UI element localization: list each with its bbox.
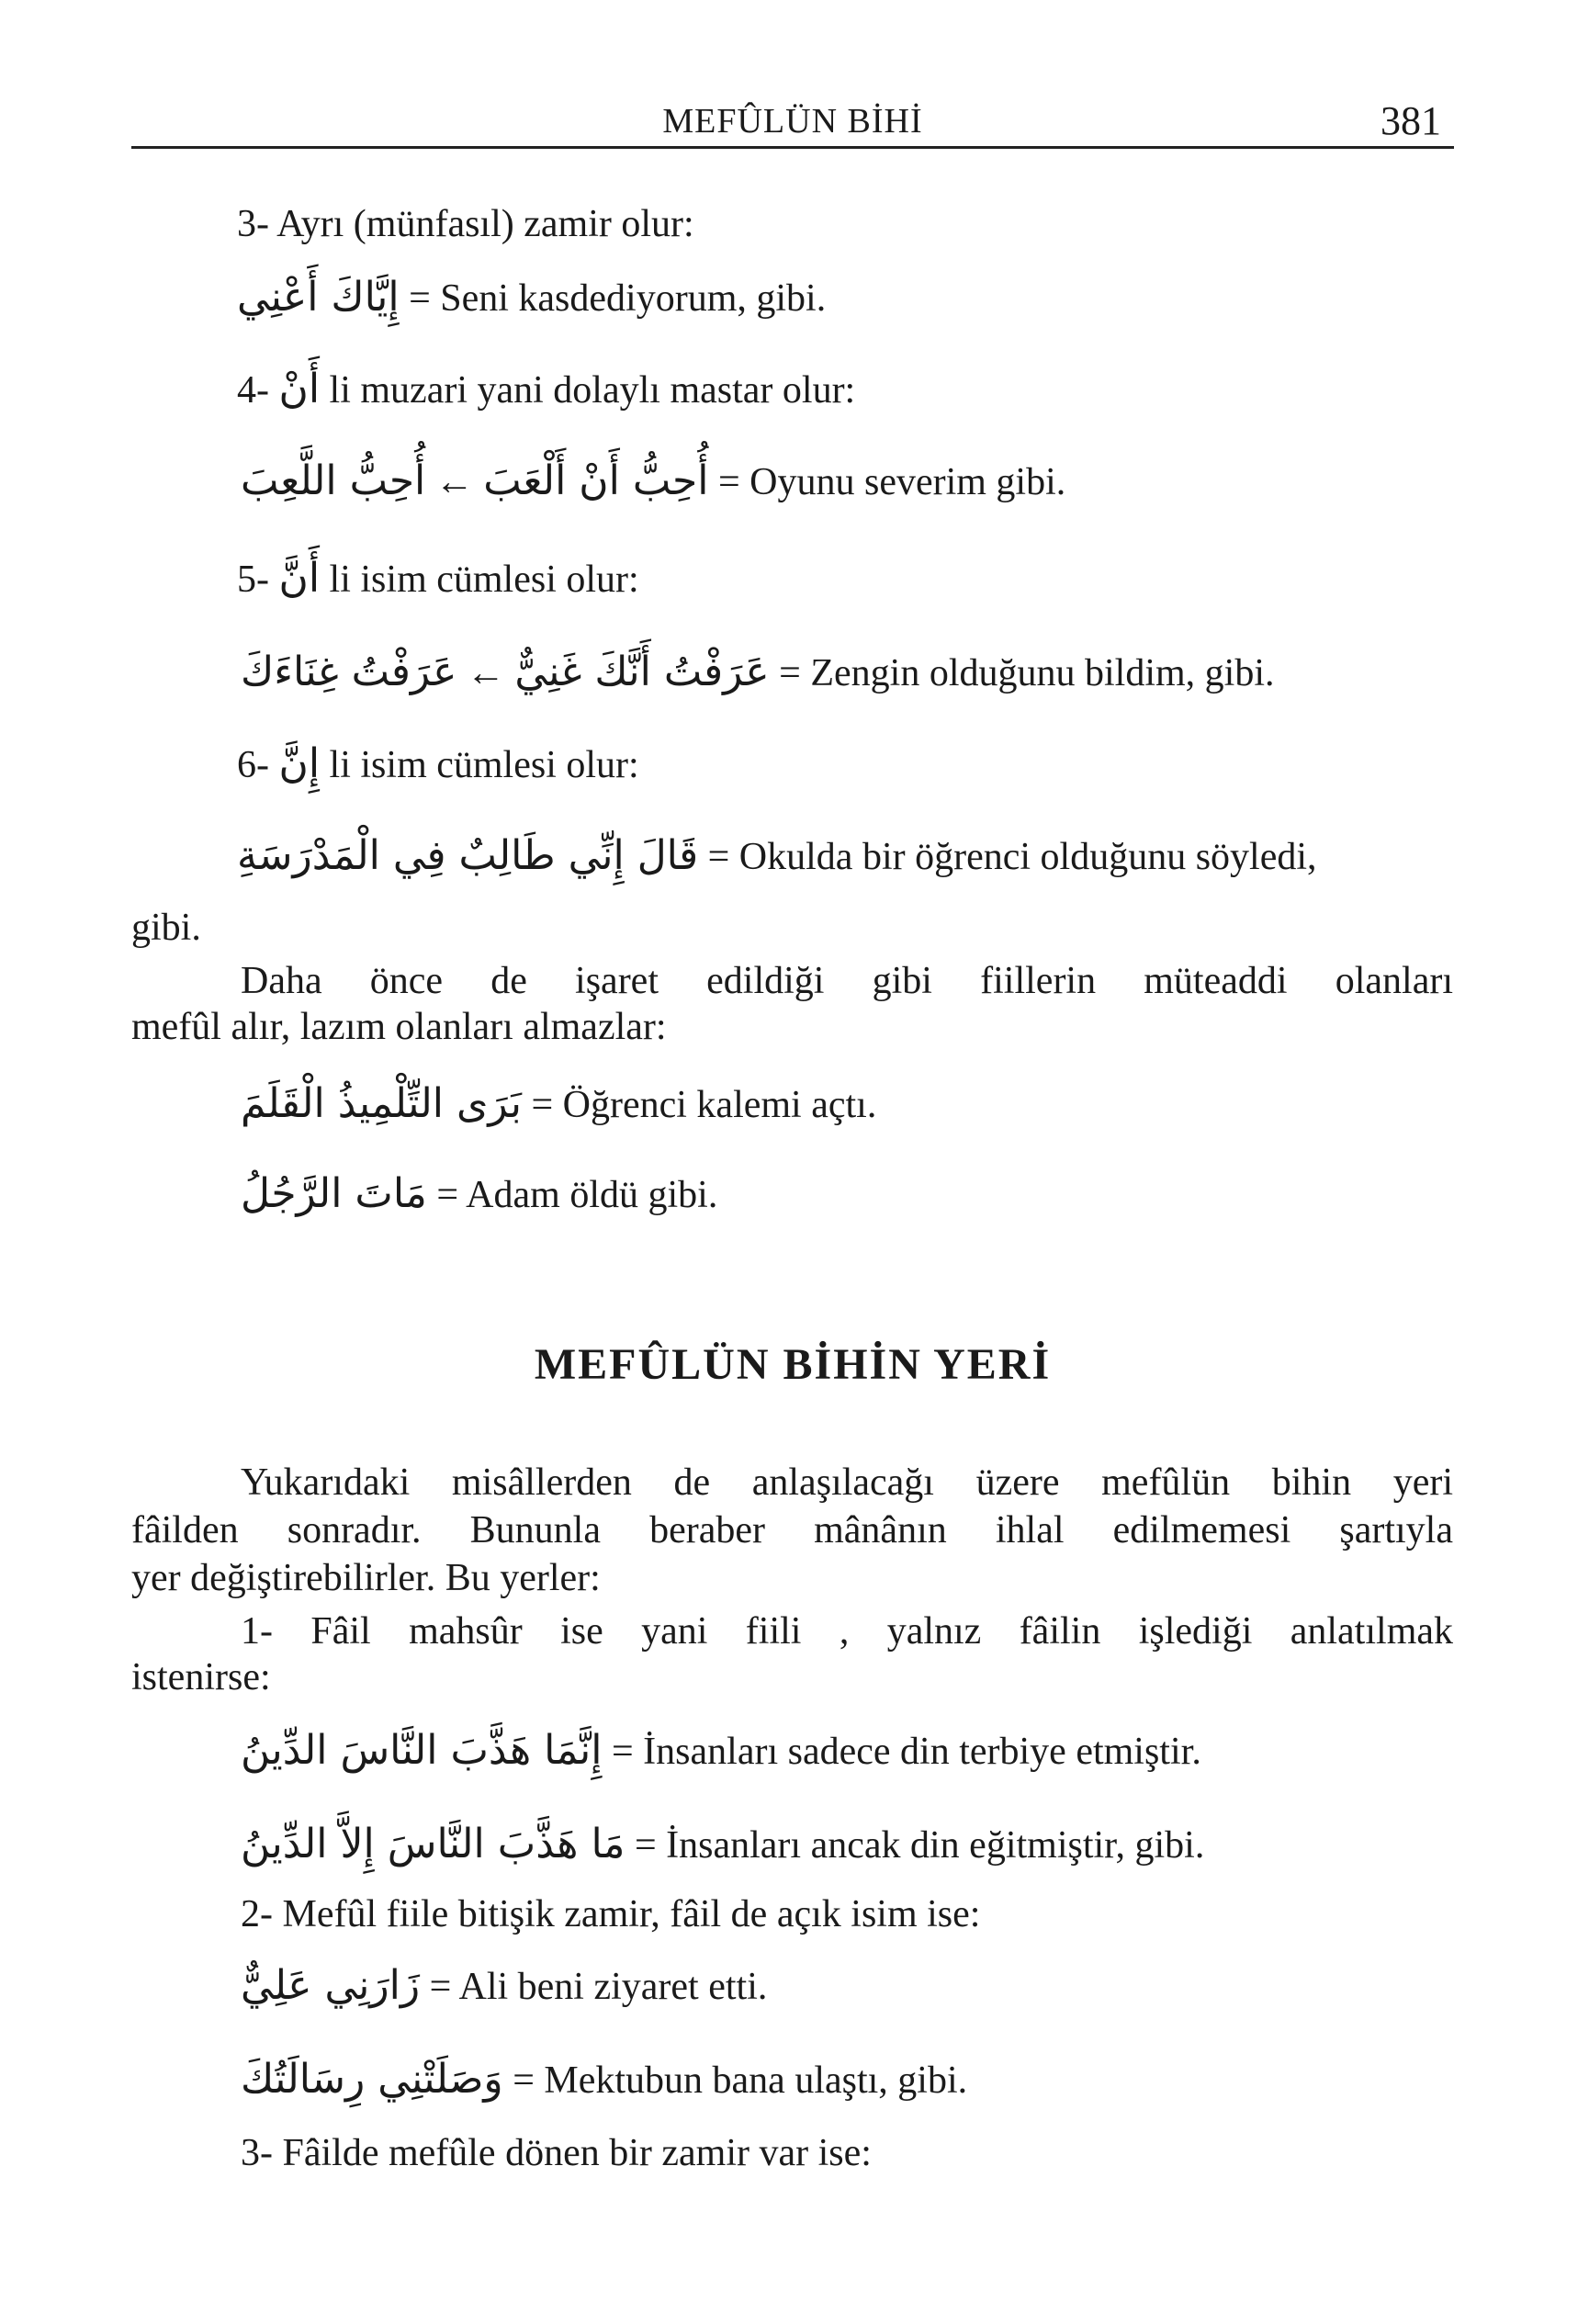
arabic-text: مَا هَذَّبَ النَّاسَ إِلاَّ الدِّينُ bbox=[241, 1821, 625, 1867]
arabic-particle: أَنْ bbox=[278, 366, 321, 412]
example-innama bbox=[241, 1721, 1201, 1781]
example-letter bbox=[241, 2050, 967, 2110]
arabic-text: أُحِبُّ اللَّعِبَ bbox=[241, 457, 426, 504]
section-heading: MEFÛLÜN BİHİN YERİ bbox=[534, 1340, 1052, 1389]
arabic-text: زَارَنِي عَلِيٌّ bbox=[241, 1962, 421, 2009]
page-number: 381 bbox=[1381, 98, 1441, 143]
translation: = Seni kasdediyorum, gibi. bbox=[409, 277, 827, 320]
arabic-text: مَاتَ الرَّجُلُ bbox=[241, 1170, 427, 1217]
translation: = Mektubun bana ulaştı, gibi. bbox=[513, 2059, 968, 2102]
paragraph-line-2: mefûl alır, lazım olanları almazlar: bbox=[131, 1006, 667, 1048]
page-header bbox=[131, 92, 1454, 149]
running-title: MEFÛLÜN BİHİ bbox=[662, 102, 923, 141]
arrow: ← bbox=[466, 652, 505, 694]
item-number: 6- bbox=[237, 744, 269, 786]
paragraph-line-1: Daha önce de işaret edildiği gibi fiillerin müteaddi olanları bbox=[241, 960, 1453, 1002]
translation: = Adam öldü gibi. bbox=[436, 1174, 718, 1216]
arabic-particle: إِنَّ bbox=[278, 740, 321, 787]
header-rule bbox=[131, 146, 1454, 149]
example-ma-illa bbox=[241, 1815, 1204, 1875]
translation: = İnsanları sadece din terbiye etmiştir. bbox=[612, 1731, 1201, 1773]
item-5-example bbox=[241, 643, 1275, 703]
item-3-label-section2: 3- Fâilde mefûle dönen bir zamir var ise: bbox=[241, 2132, 872, 2174]
arabic-particle: أَنَّ bbox=[278, 555, 321, 602]
arabic-text: بَرَى التِّلْمِيذُ الْقَلَمَ bbox=[241, 1080, 522, 1127]
translation: = Ali beni ziyaret etti. bbox=[429, 1966, 768, 2008]
item-4-example bbox=[241, 452, 1065, 512]
translation: = Zengin olduğunu bildim, gibi. bbox=[779, 652, 1275, 694]
item-number: 5- bbox=[237, 558, 269, 601]
translation: = Öğrenci kalemi açtı. bbox=[531, 1084, 877, 1126]
example-sharpen bbox=[241, 1075, 876, 1134]
item-4-label bbox=[237, 366, 855, 414]
item-number: 4- bbox=[237, 369, 269, 412]
arabic-text: إِنَّمَا هَذَّبَ النَّاسَ الدِّينُ bbox=[241, 1727, 603, 1774]
arabic-text: قَالَ إِنِّي طَالِبٌ فِي الْمَدْرَسَةِ bbox=[237, 832, 699, 879]
arrow: ← bbox=[434, 461, 474, 503]
intro-line-1: Yukarıdaki misâllerden de anlaşılacağı üzere mefûlün bihin yeri bbox=[241, 1461, 1453, 1504]
item-3-label: 3- Ayrı (münfasıl) zamir olur: bbox=[237, 203, 694, 245]
translation: = İnsanları ancak din eğitmiştir, gibi. bbox=[634, 1824, 1205, 1867]
example-died bbox=[241, 1165, 717, 1224]
intro-line-2: fâilden sonradır. Bununla beraber mânânın ihlal edilmemesi şartıyla bbox=[131, 1509, 1453, 1551]
arabic-text: عَرَفْتُ غِنَاءَكَ bbox=[241, 649, 457, 695]
item-1-line-2: istenirse: bbox=[131, 1656, 271, 1698]
translation: = Okulda bir öğrenci olduğunu söyledi, bbox=[707, 836, 1317, 878]
example-visited bbox=[241, 1957, 767, 2016]
arabic-text: أُحِبُّ أَنْ أَلْعَبَ bbox=[483, 457, 709, 504]
item-6-example bbox=[237, 827, 1317, 886]
item-3-example bbox=[237, 268, 826, 328]
item-6-label bbox=[237, 740, 639, 789]
intro-line-3: yer değiştirebilirler. Bu yerler: bbox=[131, 1557, 601, 1599]
item-text: li isim cümlesi olur: bbox=[329, 744, 639, 786]
translation: = Oyunu severim gibi. bbox=[717, 461, 1066, 503]
item-6-continuation: gibi. bbox=[131, 907, 201, 949]
item-1-line-1: 1- Fâil mahsûr ise yani fiili , yalnız fâilin işlediği anlatılmak bbox=[241, 1610, 1453, 1653]
arabic-text: عَرَفْتُ أَنَّكَ غَنِيٌّ bbox=[514, 649, 770, 695]
item-5-label bbox=[237, 555, 639, 604]
item-2-label: 2- Mefûl fiile bitişik zamir, fâil de açık isim ise: bbox=[241, 1893, 981, 1935]
item-text: li isim cümlesi olur: bbox=[329, 558, 639, 601]
arabic-text: وَصَلَتْنِي رِسَالَتُكَ bbox=[241, 2056, 503, 2103]
arabic-text: إِيَّاكَ أَعْنِي bbox=[237, 274, 400, 321]
item-text: li muzari yani dolaylı mastar olur: bbox=[329, 369, 856, 412]
